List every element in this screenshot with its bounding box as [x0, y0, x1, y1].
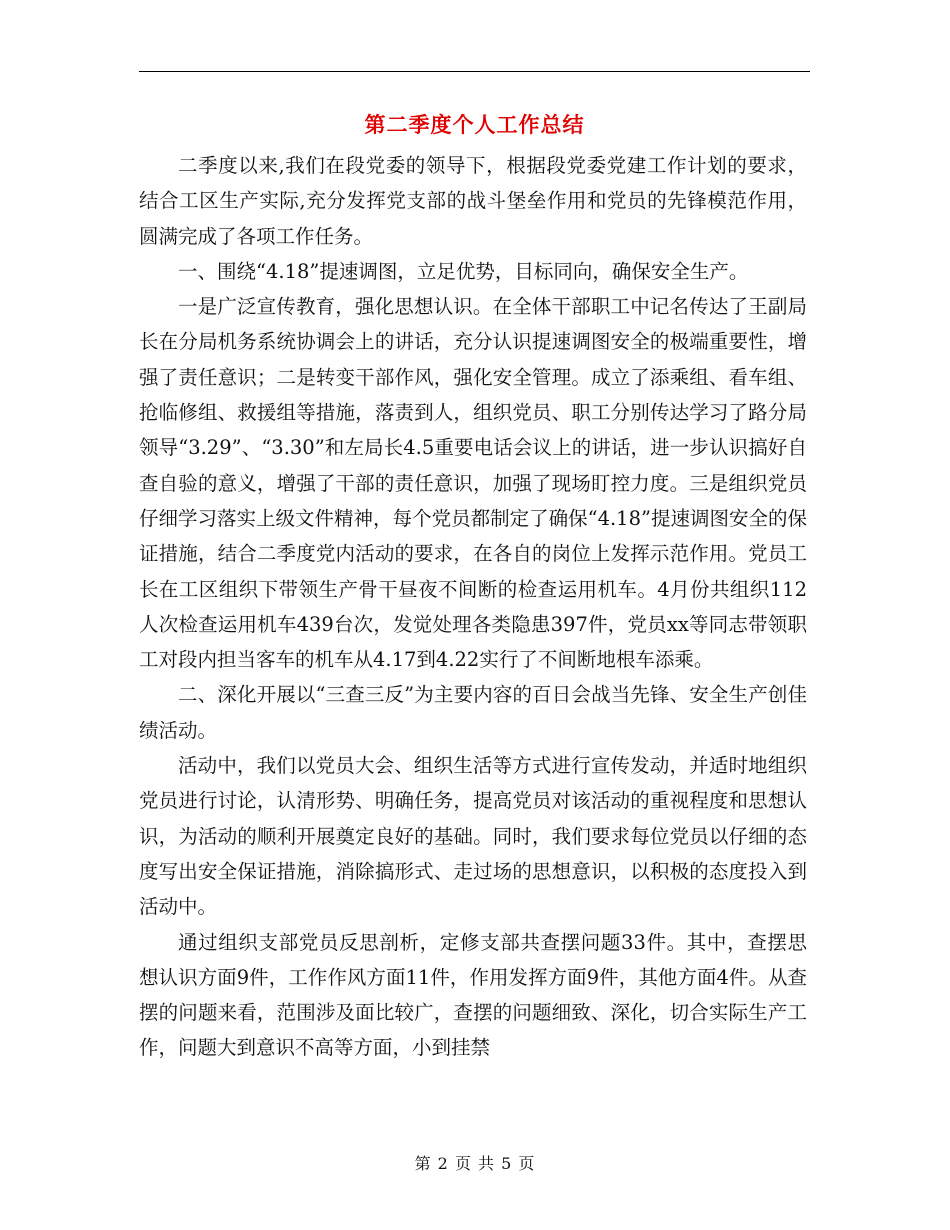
- header-rule: [139, 71, 810, 72]
- page-footer: 第 2 页 共 5 页: [414, 1154, 536, 1173]
- paragraph-heading-2: 二、深化开展以“三查三反”为主要内容的百日会战当先锋、安全生产创佳绩活动。: [139, 683, 807, 742]
- document-title: 第二季度个人工作总结: [364, 113, 585, 137]
- paragraph-intro: 二季度以来,我们在段党委的领导下，根据段党委党建工作计划的要求，结合工区生产实际,充分发挥党支部的战斗堡垒作用和党员的先锋模范作用，圆满完成了各项工作任务。: [139, 154, 807, 248]
- paragraph-activity: 活动中，我们以党员大会、组织生活等方式进行宣传发动，并适时地组织党员进行讨论，认清形势、明确任务，提高党员对该活动的重视程度和思想认识，为活动的顺利开展奠定良好的基础。同时，我们要求每位党员以仔细的态度写出安全保证措施，消除搞形式、走过场的思想意识，以积极的态度投入到活动中。: [139, 754, 807, 919]
- paragraph-section-1: 一是广泛宣传教育，强化思想认识。在全体干部职工中记名传达了王副局长在分局机务系统协调会上的讲话，充分认识提速调图安全的极端重要性，增强了责任意识；二是转变干部作风，强化安全管理。成立了添乘组、看车组、抢临修组、救援组等措施，落责到人，组织党员、职工分别传达学习了路分局领导“3.29”、“3.30”和左局长4.5重要电话会议上的讲话，进一步认识搞好自查自验的意义，增强了干部的责任意识，加强了现场盯控力度。三是组织党员仔细学习落实上级文件精神，每个党员都制定了确保“4.18”提速调图安全的保证措施，结合二季度党内活动的要求，在各自的岗位上发挥示范作用。党员工长在工区组织下带领生产骨干昼夜不间断的检查运用机车。4月份共组织112人次检查运用机车439台次，发觉处理各类隐患397件，党员xx等同志带领职工对段内担当客车的机车从4.17到4.22实行了不间断地根车添乘。: [139, 295, 807, 672]
- document-body: [139, 148, 807, 1066]
- paragraph-review: 通过组织支部党员反思剖析，定修支部共查摆问题33件。其中，查摆思想认识方面9件，工作作风方面11件，作用发挥方面9件，其他方面4件。从查摆的问题来看，范围涉及面比较广，查摆的问题细致、深化，切合实际生产工作，问题大到意识不高等方面，小到挂禁: [139, 930, 807, 1060]
- paragraph-heading-1: 一、围绕“4.18”提速调图，立足优势，目标同向，确保安全生产。: [178, 259, 749, 283]
